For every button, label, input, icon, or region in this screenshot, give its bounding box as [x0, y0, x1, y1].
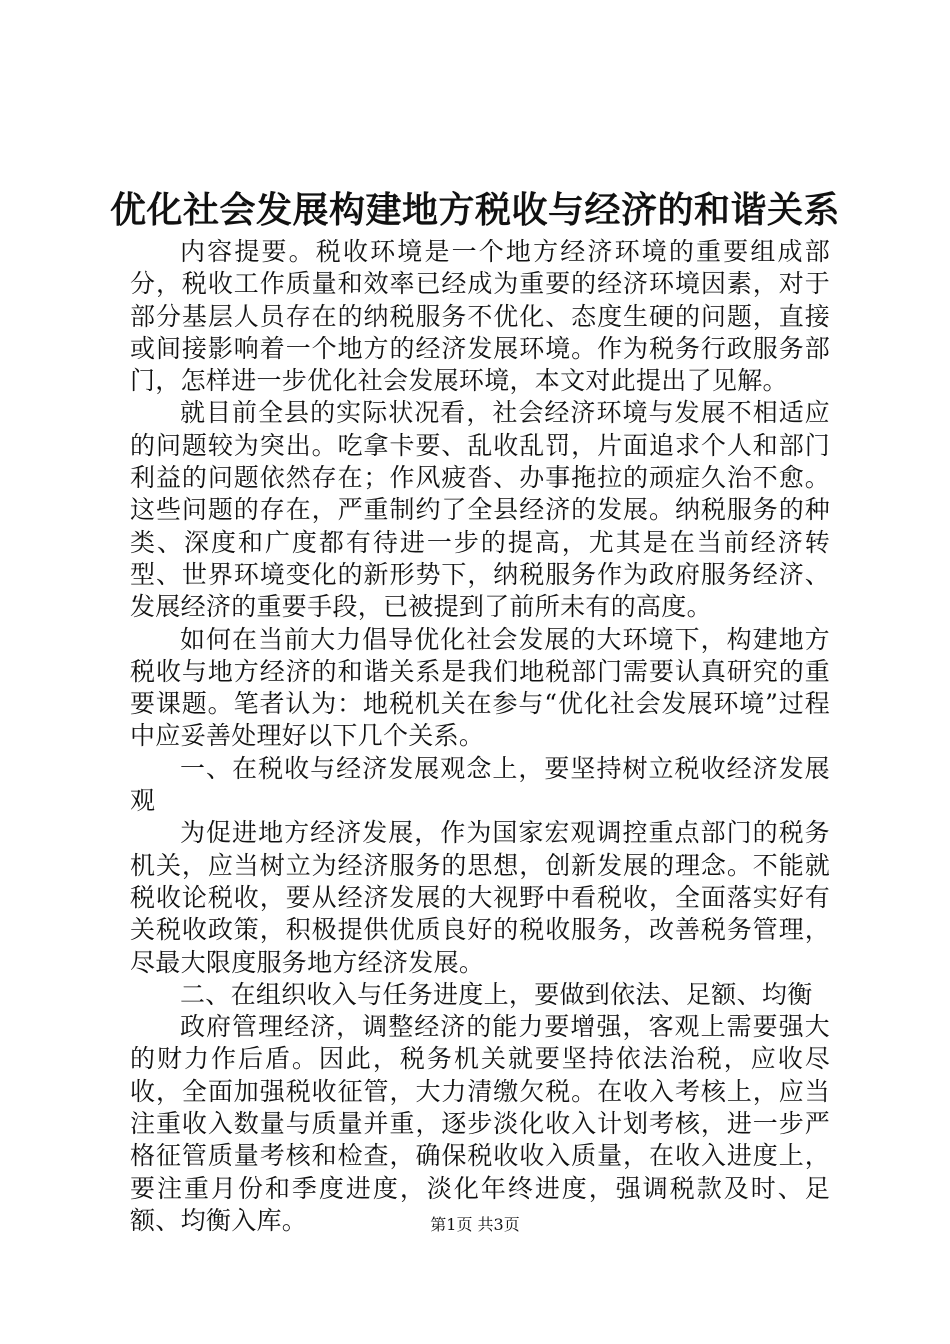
section-heading-1: 一、在税收与经济发展观念上，要坚持树立税收经济发展观	[130, 753, 830, 816]
document-title: 优化社会发展构建地方税收与经济的和谐关系	[109, 189, 840, 231]
page-footer: 第1页 共3页	[430, 1215, 520, 1234]
paragraph-current-situation: 就目前全县的实际状况看，社会经济环境与发展不相适应的问题较为突出。吃拿卡要、乱收乱罚，片面追求个人和部门利益的问题依然存在；作风疲沓、办事拖拉的顽症久治不愈。这些问题的存在，严重制约了全县经济的发展。纳税服务的种类、深度和广度都有待进一步的提高，尤其是在当前经济转型、世界环境变化的新形势下，纳税服务作为政府服务经济、发展经济的重要手段，已被提到了前所未有的高度。	[130, 398, 830, 622]
paragraph-section-2: 政府管理经济，调整经济的能力要增强，客观上需要强大的财力作后盾。因此，税务机关就要坚持依法治税，应收尽收，全面加强税收征管，大力清缴欠税。在收入考核上，应当注重收入数量与质量并重，逐步淡化收入计划考核，进一步严格征管质量考核和检查，确保税收收入质量，在收入进度上，要注重月份和季度进度，淡化年终进度，强调税款及时、足额、均衡入库。	[130, 1012, 830, 1235]
paragraph-abstract: 内容提要。税收环境是一个地方经济环境的重要组成部分，税收工作质量和效率已经成为重要的经济环境因素，对于部分基层人员存在的纳税服务不优化、态度生硬的问题，直接或间接影响着一个地方的经济发展环境。作为税务行政服务部门，怎样进一步优化社会发展环境，本文对此提出了见解。	[130, 237, 830, 396]
paragraph-thesis: 如何在当前大力倡导优化社会发展的大环境下，构建地方税收与地方经济的和谐关系是我们地税部门需要认真研究的重要课题。笔者认为：地税机关在参与“优化社会发展环境”过程中应妥善处理好以下几个关系。	[130, 624, 830, 751]
paragraph-section-1: 为促进地方经济发展，作为国家宏观调控重点部门的税务机关，应当树立为经济服务的思想，创新发展的理念。不能就税收论税收，要从经济发展的大视野中看税收，全面落实好有关税收政策，积极提供优质良好的税收服务，改善税务管理，尽最大限度服务地方经济发展。	[130, 818, 830, 977]
document-body	[130, 236, 830, 1237]
section-heading-2: 二、在组织收入与任务进度上，要做到依法、足额、均衡	[180, 979, 813, 1009]
